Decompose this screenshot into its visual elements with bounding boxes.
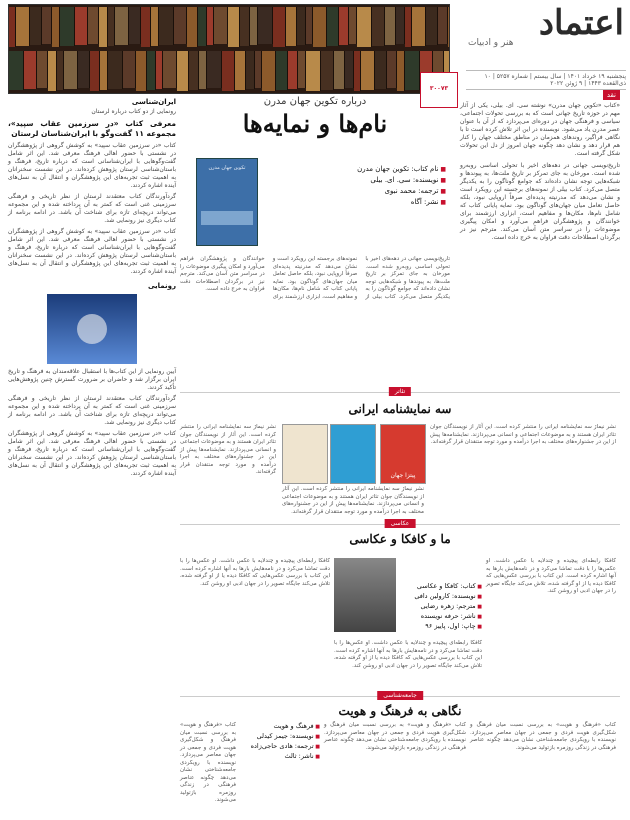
book-spine [361,51,375,90]
kafka-book-info: ■ کتاب: کافکا و عکاسی ■ نویسنده: کارولین دافی ■ مترجم: زهره رضایی ■ ناشر: حرفه نویسنده ■ چاپ: اول، پاییز ۹۶ [402,582,482,632]
masthead [464,4,624,68]
book-spine [156,51,163,89]
book-spine [163,51,177,88]
kafka-text-3: کافکا رابطه‌ای پیچیده و چندلایه با عکس داشت. او عکس‌ها را با دقت تماشا می‌کرد و در نامه‌هایش بارها به آنها اشاره کرده است. این کتاب با بررسی عکس‌هایی که کافکا دیده یا از او گرفته شده، تلاش می‌کند جایگاه تصویر را در جهان ادبی او روشن کند. [334,640,482,669]
book-spine [99,7,108,47]
book-spine [246,51,255,89]
book-spine [426,7,438,45]
book-spine [438,7,448,44]
book-spine [100,51,108,90]
book-spine [16,7,30,46]
play-poster-image: پیتزا جهان [380,424,426,484]
book-spine [207,51,222,88]
book-spine [313,7,327,47]
book-spine [240,7,250,46]
book-spine [273,7,286,47]
book-spine [9,51,24,90]
section-tag: عکاسی [385,519,416,528]
book-spine [115,7,129,45]
culture-text-3: کتاب «فرهنگ و هویت» به بررسی نسبت میان فرهنگ و شکل‌گیری هویت فردی و جمعی در جهان معاصر می‌پردازد. نویسنده با رویکردی جامعه‌شناختی نشان می‌دهد چگونه عناصر فرهنگی در زندگی روزمره بازتولید می‌شوند. [470,722,616,751]
book-spine [286,7,297,46]
book-spine [262,51,276,91]
play-poster-image [282,424,328,484]
section-tag: نقد [603,90,620,100]
book-spine [64,51,78,89]
book-spine [387,51,397,88]
book-spine [151,7,159,46]
book-cover-image [47,294,137,364]
section-name: هنر و ادبیات [468,38,514,48]
book-spine [159,7,174,45]
book-spine [339,7,349,45]
lead-article [180,96,450,386]
left-section-header: ایران‌شناسی [131,98,176,106]
left-text-4: آیین رونمایی از این کتاب‌ها با استقبال علاقه‌مندان به فرهنگ و تاریخ ایران برگزار شد و حاضران بر ضرورت گسترش چنین پژوهش‌هایی تأکید کردند. [8,368,176,391]
book-cover-image: تکوین جهان مدرن [196,158,258,246]
book-spine [349,7,357,44]
book-spine [136,51,147,91]
price-badge: ۳۰۰۷۳ [420,72,458,108]
book-spine [228,7,240,47]
book-spine [288,51,298,89]
section-tag: تئاتر [389,387,411,396]
book-spine [57,51,64,90]
book-spine [129,7,141,44]
right-column-text: «کتاب «تکوین جهان مدرن» نوشته سی. ای. بیلی، یکی از آثار مهم در حوزه تاریخ جهانی است که به بررسی تحولات اجتماعی، سیاسی و فرهنگی جهان در دوره‌ای می‌پردازد که از آن با عنوان عصر مدرن یاد می‌شود. نویسنده در این اثر تلاش کرده است تا با نگاهی فراگیر، روندهای همزمان در مناطق مختلف جهان را کنار هم قرار دهد و نشان دهد چگونه جهان امروز از دل این تحولات شکل گرفته است. [460,102,620,157]
book-spine [108,51,123,89]
book-spine [405,51,420,90]
book-spine [222,51,235,91]
play-poster-image [330,424,376,484]
book-info-list: ■ نام کتاب: تکوین جهان مدرن ■ نویسنده: سی. ای. بیلی ■ ترجمه: محمد نبوی ■ نشر: آگاه [336,164,446,208]
book-spine [42,7,52,44]
kafka-text-2: کافکا رابطه‌ای پیچیده و چندلایه با عکس داشت. او عکس‌ها را با دقت تماشا می‌کرد و در نامه‌هایش بارها به آنها اشاره کرده است. این کتاب با بررسی عکس‌هایی که کافکا دیده یا از او گرفته شده، تلاش می‌کند جایگاه تصویر را در جهان ادبی او روشن کند. [486,558,616,594]
book-spine [397,51,405,91]
book-spine [306,51,321,91]
book-spine [198,7,207,46]
left-column [8,96,176,478]
book-spine [123,51,136,88]
book-spine [75,7,88,45]
theatre-text-3: نشر نیماژ سه نمایشنامه ایرانی را منتشر کرده است. این آثار از نویسندگان جوان تئاتر ایران هستند و به موضوعات اجتماعی و انسانی می‌پردازند. نمایشنامه‌ها پیش از این در جشنواره‌های مختلف به اجرا درآمده و مورد توجه منتقدان قرار گرفته‌اند. [282,486,424,515]
book-spine [214,7,228,44]
book-spine [448,7,450,47]
book-spine [297,7,306,45]
lead-title: نام‌ها و نمایه‌ها [242,109,388,138]
book-spine [327,7,339,46]
left-intro: رونمایی از دو کتاب درباره لرستان [91,108,176,115]
book-spine [88,7,99,44]
book-spine [60,7,75,46]
book-spine [52,7,60,47]
book-spine [372,7,385,46]
lead-body-text: تاریخ‌نویسی جهانی در دهه‌های اخیر با تحولی اساسی روبه‌رو شده است. مورخان به جای تمرکز بر تاریخ ملت‌ها، به پیوندها و شبکه‌هایی توجه نشان داده‌اند که جوامع گوناگون را به یکدیگر متصل می‌کرد. کتاب بیلی از نمونه‌های برجسته این رویکرد است و نشان می‌دهد که مدرنیته پدیده‌ای صرفاً اروپایی نبود، بلکه حاصل تعامل میان جهان‌های گوناگون بود. نمایه پایانی کتاب که شامل نام‌ها، مکان‌ها و مفاهیم است، ابزاری ارزشمند برای خوانندگان و پژوهشگران فراهم می‌آورد و امکان پیگیری موضوعات را در سراسر متن آسان می‌کند. مترجم نیز در برگردان اصطلاحات دقت فراوان به خرج داده است. [180,256,450,300]
book-spine [37,51,48,88]
section-tag: جامعه‌شناسی [377,691,423,700]
book-spine [354,51,361,91]
right-column-text-2: تاریخ‌نویسی جهانی در دهه‌های اخیر با تحولی اساسی روبه‌رو شده است. مورخان به جای تمرکز بر تاریخ ملت‌ها، به پیوندها و شبکه‌هایی توجه نشان داده‌اند که جوامع گوناگون را به یکدیگر متصل می‌کرد. کتاب بیلی از نمونه‌های برجسته این رویکرد است و نشان می‌دهد که مدرنیته پدیده‌ای صرفاً اروپایی نبود، بلکه حاصل تعامل میان جهان‌های گوناگون بود. نمایه پایانی کتاب که شامل نام‌ها، مکان‌ها و مفاهیم است، ابزاری ارزشمند برای خوانندگان و پژوهشگران فراهم می‌آورد و امکان پیگیری موضوعات را در سراسر متن آسان می‌کند. مترجم نیز در برگردان اصطلاحات دقت فراوان به خرج داده است. [460,162,620,241]
book-spine [385,7,396,45]
left-headline: معرفی کتاب «در سرزمین عقاب سپید»، مجموعه ۱۱ گفت‌وگو با ایران‌شناسان لرستان [8,119,176,138]
left-text-3: کتاب «در سرزمین عقاب سپید» به کوشش گروهی از پژوهشگران در نشستی با حضور اهالی فرهنگ معرفی شد. این اثر شامل گفت‌وگوهایی با ایران‌شناسانی است که درباره تاریخ، فرهنگ و باستان‌شناسی لرستان پژوهش کرده‌اند. در این نشست سخنرانان به اهمیت ثبت تجربه‌های این پژوهشگران و انتقال آن به نسل‌های آینده اشاره کردند. [8,228,176,275]
culture-text: کتاب «فرهنگ و هویت» به بررسی نسبت میان فرهنگ و شکل‌گیری هویت فردی و جمعی در جهان معاصر می‌پردازد. نویسنده با رویکردی جامعه‌شناختی نشان می‌دهد چگونه عناصر فرهنگی در زندگی روزمره بازتولید می‌شوند. [180,722,236,803]
book-spine [207,7,214,45]
left-text-6: کتاب «در سرزمین عقاب سپید» به کوشش گروهی از پژوهشگران در نشستی با حضور اهالی فرهنگ معرفی شد. این اثر شامل گفت‌وگوهایی با ایران‌شناسانی است که درباره تاریخ، فرهنگ و باستان‌شناسی لرستان پژوهش کرده‌اند. در این نشست سخنرانان به اهمیت ثبت تجربه‌های این پژوهشگران و انتقال آن به نسل‌های آینده اشاره کردند. [8,430,176,477]
theatre-text-2: نشر نیماژ سه نمایشنامه ایرانی را منتشر کرده است. این آثار از نویسندگان جوان تئاتر ایران هستند و به موضوعات اجتماعی و انسانی می‌پردازند. نمایشنامه‌ها پیش از این در جشنواره‌های مختلف به اجرا درآمده و مورد توجه منتقدان قرار گرفته‌اند. [430,424,616,445]
book-spine [30,7,42,45]
left-text-5: گردآورندگان کتاب معتقدند لرستان از نظر تاریخی و فرهنگی سرزمینی غنی است که کمتر به آن پرداخته شده و این مجموعه می‌تواند دریچه‌ای تازه برای شناخت آن باشد. در ادامه برنامه از کتاب دیگری نیز رونمایی شد. [8,395,176,426]
book-spine [187,7,198,47]
lead-kicker: درباره تکوین جهان مدرن [263,96,367,107]
culture-book-info: ■ فرهنگ و هویت ■ نویسنده: جیمز کیدلی ■ ترجمه: هادی حاجی‌زاده ■ ناشر: ثالث [240,722,320,762]
book-spine [189,51,199,90]
theatre-text: نشر نیماژ سه نمایشنامه ایرانی را منتشر کرده است. این آثار از نویسندگان جوان تئاتر ایران هستند و به موضوعات اجتماعی و انسانی می‌پردازند. نمایشنامه‌ها پیش از این در جشنواره‌های مختلف به اجرا درآمده و مورد توجه منتقدان قرار گرفته‌اند. [180,424,276,475]
bookshelf-banner-image [8,4,450,94]
issue-line: پنجشنبه ۱۹ خرداد ۱۴۰۱ | سال بیستم | شماره ۵۲۵۷ | ۱۰ ذی‌القعده ۱۴۴۳ | ۹ ژوئن ۲۰۲۲ [466,70,626,90]
book-spine [90,51,100,91]
book-spine [298,51,306,88]
left-text: کتاب «در سرزمین عقاب سپید» به کوشش گروهی از پژوهشگران در نشستی با حضور اهالی فرهنگ معرفی شد. این اثر شامل گفت‌وگوهایی با ایران‌شناسانی است که درباره تاریخ، فرهنگ و باستان‌شناسی لرستان پژوهش کرده‌اند. در این نشست سخنرانان به اهمیت ثبت تجربه‌های این پژوهشگران و انتقال آن به نسل‌های آینده اشاره کردند. [8,142,176,189]
book-spine [108,7,115,46]
culture-text-2: کتاب «فرهنگ و هویت» به بررسی نسبت میان فرهنگ و شکل‌گیری هویت فردی و جمعی در جهان معاصر می‌پردازد. نویسنده با رویکردی جامعه‌شناختی نشان می‌دهد چگونه عناصر فرهنگی در زندگی روزمره بازتولید می‌شوند. [324,722,466,751]
book-spine [78,51,90,88]
book-spine [235,51,246,90]
book-spine [199,51,207,89]
right-column [460,88,620,242]
book-spine [147,51,156,90]
book-spine [174,7,187,44]
kafka-portrait-image [334,558,396,632]
theatre-title: سه نمایشنامه ایرانی [348,402,452,416]
book-spine [250,7,258,45]
kafka-text: کافکا رابطه‌ای پیچیده و چندلایه با عکس داشت. او عکس‌ها را با دقت تماشا می‌کرد و در نامه‌هایش بارها به آنها اشاره کرده است. این کتاب با بررسی عکس‌هایی که کافکا دیده یا از او گرفته شده، تلاش می‌کند جایگاه تصویر را در جهان ادبی او روشن کند. [180,558,330,587]
book-spine [334,51,345,89]
book-spine [276,51,288,90]
left-section-header-2: رونمایی [147,282,176,290]
book-spine [258,7,273,44]
book-spine [375,51,387,89]
book-spine [141,7,151,47]
book-spine [24,51,37,89]
book-spine [412,7,426,46]
book-spine [306,7,313,44]
photography-title: ما و کافکا و عکاسی [349,532,451,546]
book-spine [48,51,57,91]
book-spine [345,51,354,88]
book-spine [321,51,334,90]
book-spine [255,51,262,88]
newspaper-logo: اعتماد [538,3,624,43]
left-text-2: گردآورندگان کتاب معتقدند لرستان از نظر تاریخی و فرهنگی سرزمینی غنی است که کمتر به آن پرداخته شده و این مجموعه می‌تواند دریچه‌ای تازه برای شناخت آن باشد. در ادامه برنامه از کتاب دیگری نیز رونمایی شد. [8,193,176,224]
book-spine [177,51,189,91]
book-spine [357,7,372,47]
book-spine [9,7,16,47]
book-spine [405,7,412,47]
book-spine [396,7,405,44]
sociology-title: نگاهی به فرهنگ و هویت [338,704,462,718]
